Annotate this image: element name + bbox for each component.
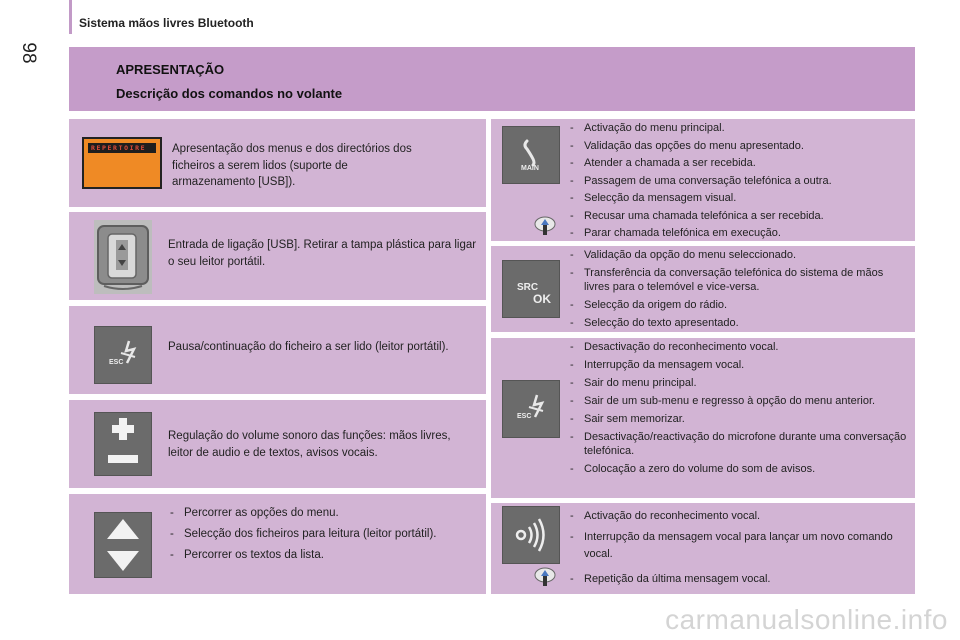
list-item: - Validação das opções do menu apresentado. [570, 139, 910, 153]
list-item: - Colocação a zero do volume do som de avisos. [570, 462, 910, 476]
panel-arrows-list [170, 505, 450, 563]
list-item: - Activação do reconhecimento vocal. [570, 509, 910, 523]
repertoire-label: REPERTOIRE [88, 143, 156, 153]
list-item: - Sair sem memorizar. [570, 412, 910, 426]
section-title: Sistema mãos livres Bluetooth [79, 16, 254, 30]
panel-pause-text: Pausa/continuação do ficheiro a ser lido (leitor portátil). [168, 341, 449, 353]
list-item: - Activação do menu principal. [570, 121, 910, 135]
list-item: - Recusar uma chamada telefónica a ser recebida. [570, 209, 910, 223]
list-item: - Validação da opção do menu seleccionado. [570, 248, 910, 262]
list-item: - Selecção da origem do rádio. [570, 298, 910, 312]
esc-button-icon [94, 326, 152, 384]
list-item: - Desactivação/reactivação do microfone durante uma conversação telefónica. [570, 430, 910, 458]
page-number: 98 [18, 42, 39, 64]
esc-label: ESC [109, 359, 124, 366]
long-press-icon [533, 566, 557, 588]
long-press-icon [533, 215, 557, 237]
esc-button-icon [502, 380, 560, 438]
src-label: SRC [517, 282, 539, 293]
banner-subtitle: Descrição dos comandos no volante [116, 86, 343, 101]
list-item: - Passagem de uma conversação telefónica a outra. [570, 174, 910, 188]
list-item: - Percorrer as opções do menu. [170, 505, 450, 521]
list-item: - Repetição da última mensagem vocal. [570, 572, 910, 586]
watermark: carmanualsonline.info [665, 604, 948, 635]
up-down-arrows-icon [94, 512, 152, 578]
list-item: - Transferência da conversação telefónica do sistema de mãos livres para o telemóvel e vice-versa. [570, 266, 910, 294]
panel-main-list [570, 121, 910, 240]
list-item: - Interrupção da mensagem vocal para lançar um novo comando vocal. [570, 529, 910, 563]
volume-plus-minus-icon [94, 412, 152, 476]
panel-usb-text: Entrada de ligação [USB]. Retirar a tampa plástica para ligar o seu leitor portátil. [168, 239, 477, 268]
voice-recognition-button-icon [502, 506, 560, 564]
list-item: - Sair do menu principal. [570, 376, 910, 390]
list-item: - Selecção do texto apresentado. [570, 316, 910, 330]
usb-port-icon [94, 220, 152, 294]
repertoire-button-icon [82, 137, 162, 189]
banner-title: APRESENTAÇÃO [116, 62, 225, 77]
header-accent-bar [69, 0, 72, 34]
panel-voice-press-list [570, 572, 910, 586]
list-item: - Percorrer os textos da lista. [170, 547, 450, 563]
src-ok-button-icon [502, 260, 560, 318]
section-banner [69, 47, 915, 111]
list-item: - Interrupção da mensagem vocal. [570, 358, 910, 372]
list-item: - Parar chamada telefónica em execução. [570, 226, 910, 240]
list-item: - Selecção dos ficheiros para leitura (leitor portátil). [170, 526, 450, 542]
list-item: - Atender a chamada a ser recebida. [570, 156, 910, 170]
ok-label: OK [533, 292, 551, 306]
panel-esc-list [570, 340, 910, 476]
list-item: - Desactivação do reconhecimento vocal. [570, 340, 910, 354]
main-label: MAIN [521, 165, 539, 172]
list-item: - Selecção da mensagem visual. [570, 191, 910, 205]
esc-label: ESC [517, 413, 532, 420]
panel-src-ok-list [570, 248, 910, 330]
panel-voice-list [570, 509, 910, 563]
main-phone-button-icon [502, 126, 560, 184]
list-item: - Sair de um sub-menu e regresso à opção do menu anterior. [570, 394, 910, 408]
panel-repertoire-text: Apresentação dos menus e dos directórios dos ficheiros a serem lidos (suporte de armazenamento [USB]). [172, 143, 412, 188]
panel-volume-text: Regulação do volume sonoro das funções: mãos livres, leitor de audio e de textos, avisos vocais. [168, 430, 451, 459]
